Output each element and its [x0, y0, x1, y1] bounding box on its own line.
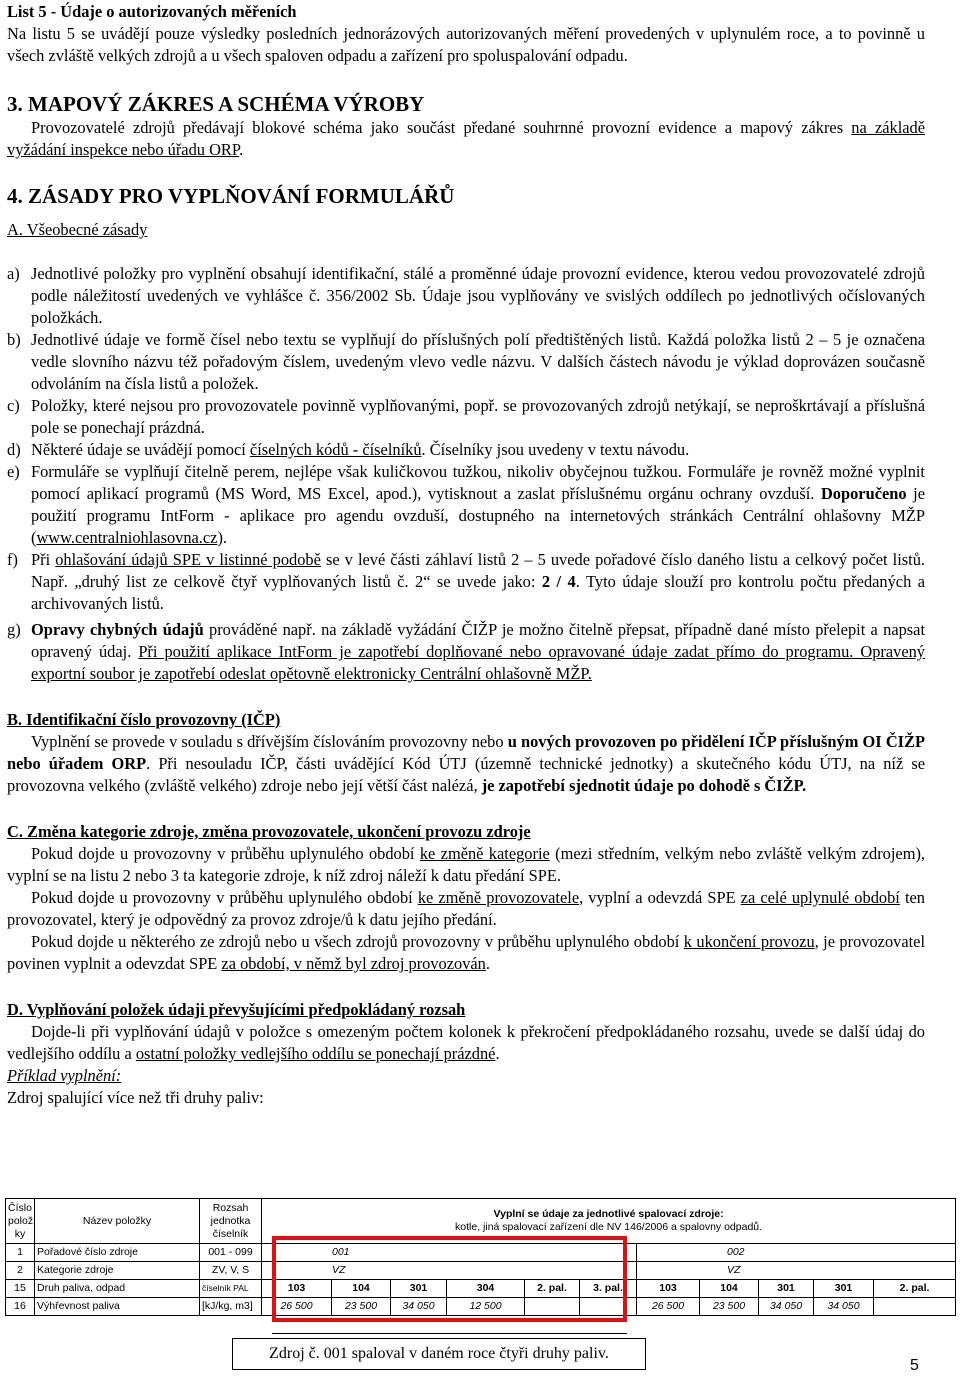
header-fill-instructions: Vyplní se údaje za jednotlivé spalovací zdroje: kotle, jiná spalovací zařízení dle NV 146/2006 a spalovny odpadů. — [262, 1199, 956, 1244]
list-item-c: c) Položky, které nejsou pro provozovatele povinně vyplňovanými, popř. se provozovaných zdrojů netýkají, se neproškrtávají a příslušná pole se ponechají prázdná. — [7, 396, 925, 437]
secC-para3: Pokud dojde u některého ze zdrojů nebo u všech zdrojů provozovny v průběhu uplynulého období k ukončení provozu, je provozovatel povinen vyplnit a odevzdat SPE za období, v němž byl zdroj provozován. — [7, 932, 925, 973]
source-1-category-cell[interactable]: VZ — [262, 1262, 637, 1280]
document-page — [7, 0, 925, 1109]
example-text: Zdroj spalující více než tři druhy paliv: — [7, 1088, 264, 1107]
calorific-cell[interactable]: 26 500 — [262, 1298, 332, 1316]
list-item-e: e) Formuláře se vyplňují čitelně perem, nejlépe však kuličkovou tužkou, nikoliv obyčejnou tužkou. Formuláře je rovněž možné vyplnit pomocí aplikací programů (MS Word, MS Excel, apod.), vytisknout a zaslat příslušnému orgánu ochrany ovzduší. Doporučeno je použití programu IntForm - aplikace pro agendu ovzduší, dostupného na internetových stránkách Centrální ohlašovny MŽP (www.centralniohlasovna.cz). — [7, 462, 925, 547]
table-row: 16 Výhřevnost paliva [kJ/kg, m3] 26 500 23 500 34 050 12 500 26 500 23 500 34 050 34 050 — [6, 1298, 956, 1316]
header-item-number: Číslo polož ky — [6, 1199, 35, 1244]
callout-bracket — [272, 1333, 627, 1334]
list-item-g: g) Opravy chybných údajů prováděné např. na základě vyžádání ČIŽP je možno čitelně přepsat, případně dané místo přelepit a napsat opravený údaj. Při použití aplikace IntForm je zapotřebí doplňované nebo opravované údaje zadat přímo do programu. Opravený exportní soubor je zapotřebí odeslat opětovně elektronicky Centrální ohlašovně MŽP. — [7, 620, 926, 683]
fuel-cell[interactable]: 2. pal. — [874, 1280, 956, 1298]
centralniohlasovna-link[interactable]: www.centralniohlasovna.cz — [36, 528, 218, 547]
source-2-number-cell[interactable]: 002 — [637, 1244, 956, 1262]
calorific-cell[interactable] — [874, 1298, 956, 1316]
fuel-cell[interactable]: 2. pal. — [525, 1280, 580, 1298]
highlight-box — [272, 1236, 627, 1322]
list-item-b: b) Jednotlivé údaje ve formě čísel nebo textu se vyplňují do příslušných polí předtištěných listů. Každá položka listů 2 – 5 je označena vedle slovního názvu též pořadovým číslem, uvedeným vlevo vedle názvu. V dalších částech návodu je výklad doprovázen současně odvoláním na čísla listů a položek. — [7, 330, 925, 393]
fuel-cell[interactable]: 304 — [447, 1280, 525, 1298]
table-row: 2 Kategorie zdroje ZV, V, S VZ VZ — [6, 1262, 956, 1280]
calorific-cell[interactable]: 12 500 — [447, 1298, 525, 1316]
fuel-cell[interactable]: 301 — [391, 1280, 447, 1298]
example-label: Příklad vyplnění: — [7, 1066, 122, 1085]
secB-body: Vyplnění se provede v souladu s dřívějším číslováním provozovny nebo u nových provozoven po přidělení IČP příslušným OI ČIŽP nebo úřadem ORP. Při nesouladu IČP, části uvádějící Kód ÚTJ (územně technické jednotky) a skutečného kódu ÚTJ, na níž se provozovna velkého (zvláště velkého) zdroje nebo její větší část nalézá, je zapotřebí sjednotit údaje po dohodě s ČIŽP. — [7, 732, 925, 795]
source-2-category-cell[interactable]: VZ — [637, 1262, 956, 1280]
callout-note: Zdroj č. 001 spaloval v daném roce čtyři druhy paliv. — [232, 1338, 646, 1370]
secB-heading: B. Identifikační číslo provozovny (IČP) — [7, 710, 281, 729]
calorific-cell[interactable]: 23 500 — [700, 1298, 759, 1316]
header-range-unit: Rozsah jednotka číselník — [200, 1199, 262, 1244]
secC-para2: Pokud dojde u provozovny v průběhu uplynulého období ke změně provozovatele, vyplní a odevzdá SPE za celé uplynulé období ten provozovatel, který je odpovědný za provoz zdroje/ů k datu jejího předání. — [7, 888, 925, 929]
fuel-cell[interactable]: 103 — [637, 1280, 700, 1298]
calorific-cell[interactable]: 26 500 — [637, 1298, 700, 1316]
calorific-cell[interactable]: 34 050 — [391, 1298, 447, 1316]
fuel-cell[interactable]: 104 — [700, 1280, 759, 1298]
calorific-cell[interactable]: 34 050 — [759, 1298, 814, 1316]
calorific-cell[interactable]: 34 050 — [814, 1298, 874, 1316]
secC-para1: Pokud dojde u provozovny v průběhu uplynulého období ke změně kategorie (mezi středním, velkým nebo zvláště velkým zdrojem), vyplní se na listu 2 nebo 3 ta kategorie zdroje, k níž zdroj náleží k datu předání SPE. — [7, 844, 925, 885]
sec3-heading: 3. MAPOVÝ ZÁKRES A SCHÉMA VÝROBY — [7, 92, 425, 116]
list5-body: Na listu 5 se uvádějí pouze výsledky posledních jednorázových autorizovaných měření provedených v uplynulém roce, a to povinně u všech zvláště velkých zdrojů a u všech spaloven odpadu a zařízení pro spoluspalování odpadu. — [7, 24, 925, 65]
list5-title: List 5 - Údaje o autorizovaných měřeních — [7, 2, 297, 21]
table-row: 1 Pořadové číslo zdroje 001 - 099 001 002 — [6, 1244, 956, 1262]
source-1-number-cell[interactable]: 001 — [262, 1244, 637, 1262]
calorific-cell[interactable]: 23 500 — [332, 1298, 391, 1316]
table-row: 15 Druh paliva, odpad číselník PAL 103 104 301 304 2. pal. 3. pal. 103 104 301 301 2. pal. — [6, 1280, 956, 1298]
sec4-heading: 4. ZÁSADY PRO VYPLŇOVÁNÍ FORMULÁŘŮ — [7, 184, 455, 208]
page-number: 5 — [910, 1357, 919, 1374]
fuel-cell[interactable]: 103 — [262, 1280, 332, 1298]
list-item-d: d) Některé údaje se uvádějí pomocí číselných kódů - číselníků. Číselníky jsou uvedeny v textu návodu. — [7, 440, 690, 459]
header-item-name: Název položky — [35, 1199, 200, 1244]
sec4-subheading-a: A. Všeobecné zásady — [7, 220, 148, 239]
list-item-f: f) Při ohlašování údajů SPE v listinné podobě se v levé části záhlaví listů 2 – 5 uvede pořadové číslo daného listu a celkový počet listů. Např. „druhý list ze celkově čtyř vyplňovaných listů č. 2“ se uvede jako: 2 / 4. Tyto údaje slouží pro kontrolu počtu předaných a archivovaných listů. — [7, 550, 926, 613]
fuel-cell[interactable]: 301 — [814, 1280, 874, 1298]
fuel-cell[interactable]: 301 — [759, 1280, 814, 1298]
list-item-a: a) Jednotlivé položky pro vyplnění obsahují identifikační, stálé a proměnné údaje provozní evidence, kterou vedou provozovatelé zdrojů podle náležitostí uvedených ve vyhlášce č. 356/2002 Sb. Údaje jsou vyplňovány ve svislých oddílech po jednotlivých očíslovaných položkách. — [7, 264, 925, 327]
fuel-cell[interactable]: 104 — [332, 1280, 391, 1298]
secD-body: Dojde-li při vyplňování údajů v položce s omezeným počtem kolonek k překročení předpokládaného rozsahu, uvede se další údaj do vedlejšího oddílu a ostatní položky vedlejšího oddílu se ponechají prázdné. — [7, 1022, 925, 1063]
fuel-cell[interactable]: 3. pal. — [580, 1280, 637, 1298]
secD-heading: D. Vyplňování položek údaji převyšujícími předpokládaný rozsah — [7, 1000, 466, 1019]
secC-heading: C. Změna kategorie zdroje, změna provozovatele, ukončení provozu zdroje — [7, 822, 531, 841]
sec3-body: Provozovatelé zdrojů předávají blokové schéma jako součást předané souhrnné provozní evidence a mapový zákres na základě vyžádání inspekce nebo úřadu ORP. — [7, 118, 925, 159]
